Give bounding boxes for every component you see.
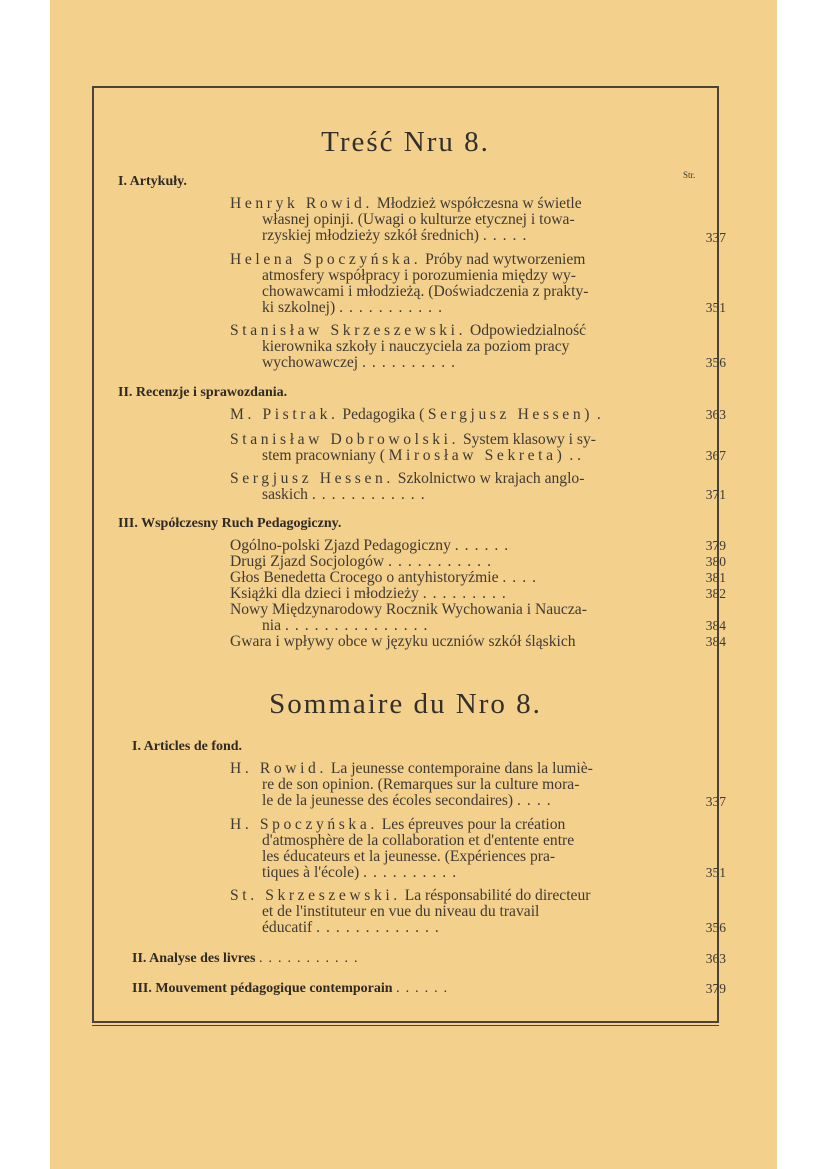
page-number: 384 — [705, 618, 726, 633]
pl-list-item: Drugi Zjazd Socjologów ........... — [230, 554, 497, 570]
page-number: 382 — [705, 586, 726, 601]
pl-list-item: Ogólno-polski Zjazd Pedagogiczny ...... — [230, 538, 515, 554]
fr-entry-spoczynska: H. Spoczyńska. Les épreuves pour la création d'atmosphère de la collaboration et d'entente entre les éducateurs et la jeunesse. (Expériences pra- tiques à l'école) .......... — [230, 816, 575, 881]
page-number: 381 — [705, 570, 726, 585]
fr-section-3: III. Mouvement pédagogique contemporain ...... — [132, 981, 454, 996]
entry-author: Sergjusz Hessen. — [230, 470, 394, 487]
page-number: 337 — [705, 230, 726, 245]
page-number: 379 — [705, 538, 726, 553]
page-number: 356 — [705, 920, 726, 935]
pl-list-item: Głos Benedetta Crocego o antyhistoryźmie .... — [230, 570, 542, 586]
pl-entry-dobrowolski: Stanisław Dobrowolski. System klasowy i sy- stem pracowniany (Mirosław Sekreta) . . — [230, 431, 596, 464]
entry-author: Stanisław Skrzeszewski. — [230, 322, 467, 339]
pl-entry-hessen: Sergjusz Hessen. Szkolnictwo w krajach anglo- saskich ............ — [230, 470, 585, 503]
pl-list-item: Nowy Międzynarodowy Rocznik Wychowania i Naucza- — [230, 602, 587, 618]
page-number: 367 — [705, 448, 726, 463]
entry-author: Helena Spoczyńska. — [230, 251, 422, 268]
page-column-label: Str. — [683, 170, 696, 180]
page-number: 363 — [705, 407, 726, 422]
pl-section-3: III. Współczesny Ruch Pedagogiczny. — [118, 516, 342, 531]
entry-author: H. Spoczyńska. — [230, 816, 378, 833]
page-number: 379 — [705, 981, 726, 996]
pl-list-item-cont: nia ............... — [262, 618, 434, 634]
page-number: 356 — [705, 355, 726, 370]
pl-entry-rowid: Henryk Rowid. Młodzież współczesna w świetle własnej opinji. (Uwagi o kulturze etycznej i towa- rzyskiej młodzieży szkół średnich) ..... — [230, 195, 582, 244]
entry-author: Stanisław Dobrowolski. — [230, 431, 460, 448]
pl-section-2: II. Recenzje i sprawozdania. — [118, 385, 288, 400]
pl-list-item: Książki dla dzieci i młodzieży ......... — [230, 586, 512, 602]
page-number: 363 — [705, 951, 726, 966]
pl-title: Treść Nru 8. — [321, 126, 490, 158]
entry-author: Henryk Rowid. — [230, 195, 373, 212]
fr-entry-skrzeszewski: St. Skrzeszewski. La résponsabilité do directeur et de l'instituteur en vue du niveau du travail éducatif ............. — [230, 887, 591, 936]
page-number: 351 — [705, 865, 726, 880]
entry-author: H. Rowid. — [230, 760, 327, 777]
page-number: 371 — [705, 487, 726, 502]
page-number: 351 — [705, 300, 726, 315]
fr-title: Sommaire du Nro 8. — [269, 688, 542, 720]
pl-entry-pistrak: M. Pistrak. Pedagogika (Sergjusz Hessen) . — [230, 406, 601, 423]
fr-section-2: II. Analyse des livres ........... — [132, 951, 364, 966]
pl-entry-spoczynska: Helena Spoczyńska. Próby nad wytworzeniem atmosfery współpracy i porozumienia między wy- chowawcami i młodzieżą. (Doświadczenia z prakty- ki szkolnej) ........... — [230, 251, 589, 316]
fr-entry-rowid: H. Rowid. La jeunesse contemporaine dans la lumiè- re de son opinion. (Remarques sur la culture mora- le de la jeunesse des écoles secondaires) .... — [230, 760, 593, 809]
document-page — [50, 0, 777, 1169]
fr-section-1: I. Articles de fond. — [132, 739, 243, 754]
entry-author: St. Skrzeszewski. — [230, 887, 401, 904]
pl-section-1: I. Artykuły. — [118, 174, 187, 189]
page-number: 380 — [705, 554, 726, 569]
page-number: 337 — [705, 794, 726, 809]
contents-frame — [92, 86, 726, 1023]
pl-list-item: Gwara i wpływy obce w języku uczniów szkół śląskich — [230, 634, 576, 650]
pl-entry-skrzeszewski: Stanisław Skrzeszewski. Odpowiedzialność kierownika szkoły i nauczyciela za poziom pracy wychowawczej .......... — [230, 322, 587, 371]
entry-author: M. Pistrak. — [230, 406, 339, 423]
page-number: 384 — [705, 634, 726, 649]
